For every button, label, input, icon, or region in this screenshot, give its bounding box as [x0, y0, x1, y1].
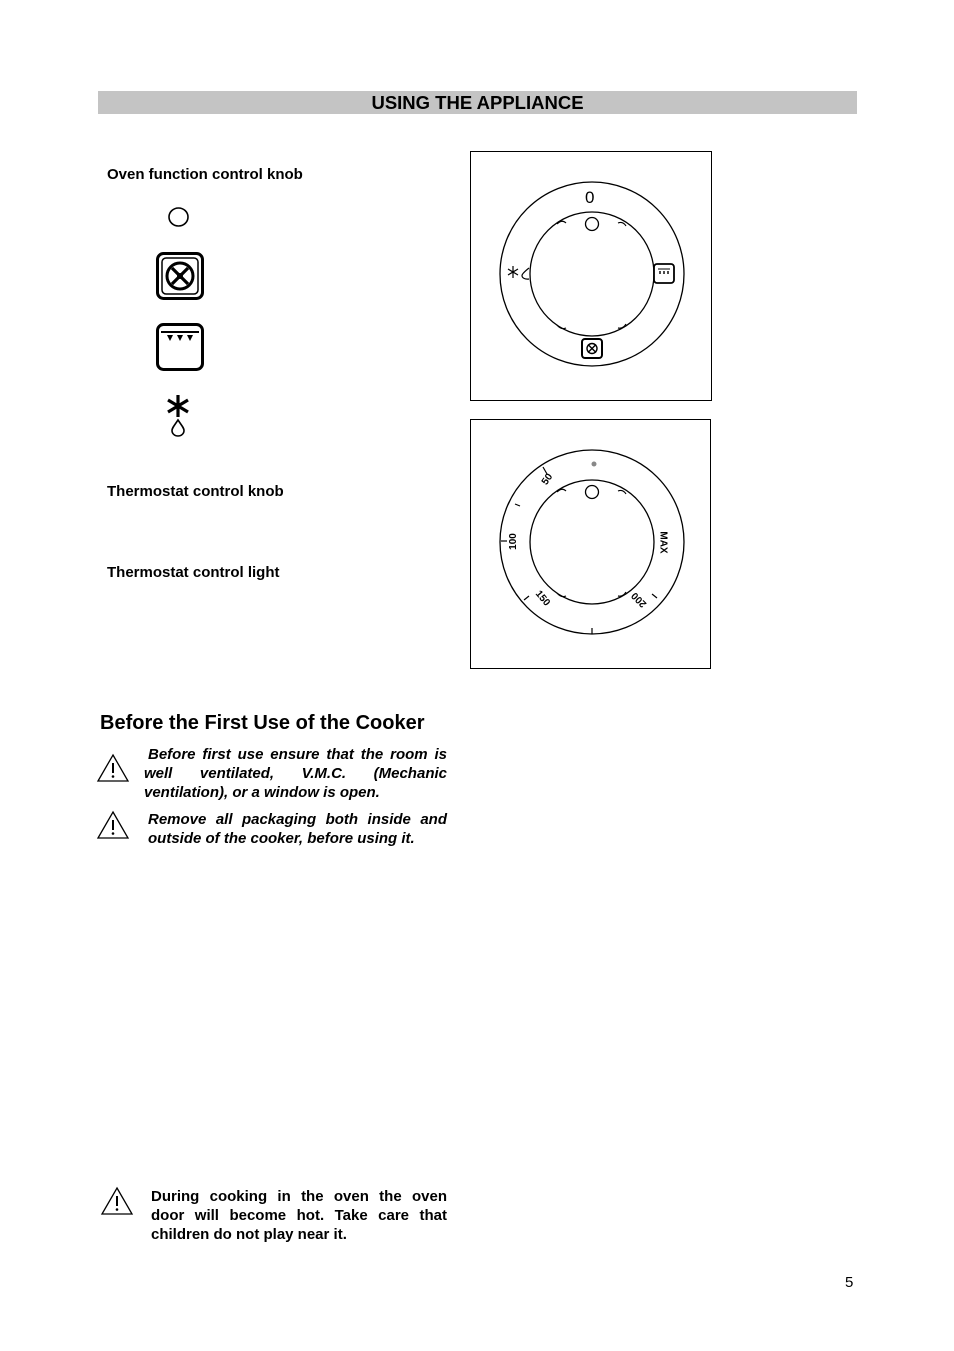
- warning-icon: [96, 810, 130, 840]
- fan-oven-icon: [155, 251, 205, 301]
- first-use-heading: Before the First Use of the Cooker: [100, 712, 425, 734]
- thermostat-light-label: Thermostat control light: [107, 564, 280, 581]
- ventilation-warning: Before first use ensure that the room is well ventilated, V.M.C. (Mechanic ventilation), or a window is open.: [144, 746, 447, 801]
- page-number: 5: [845, 1274, 854, 1291]
- thermostat-scale-100: 100: [507, 533, 519, 550]
- thermostat-scale-200: 200: [629, 589, 650, 610]
- warning-icon: [96, 753, 130, 783]
- defrost-icon: [163, 393, 195, 437]
- function-dial-zero-mark: 0: [585, 188, 595, 207]
- warning-icon: [100, 1186, 134, 1216]
- thermostat-dial-diagram: [470, 419, 711, 669]
- packaging-warning: Remove all packaging both inside and outside of the cooker, before using it.: [148, 811, 447, 847]
- thermostat-knob-label: Thermostat control knob: [107, 483, 284, 500]
- top-heat-icon: [155, 322, 205, 372]
- thermostat-scale-50: 50: [539, 471, 556, 488]
- hot-door-warning: During cooking in the oven the oven door will become hot. Take care that children do not play near it.: [151, 1188, 447, 1243]
- section-title: USING THE APPLIANCE: [98, 91, 857, 114]
- oven-function-knob-label: Oven function control knob: [107, 166, 303, 183]
- off-circle-icon: [166, 205, 192, 229]
- function-dial-diagram: [470, 151, 712, 401]
- thermostat-scale-150: 150: [532, 588, 552, 609]
- thermostat-scale-max: MAX: [657, 531, 669, 554]
